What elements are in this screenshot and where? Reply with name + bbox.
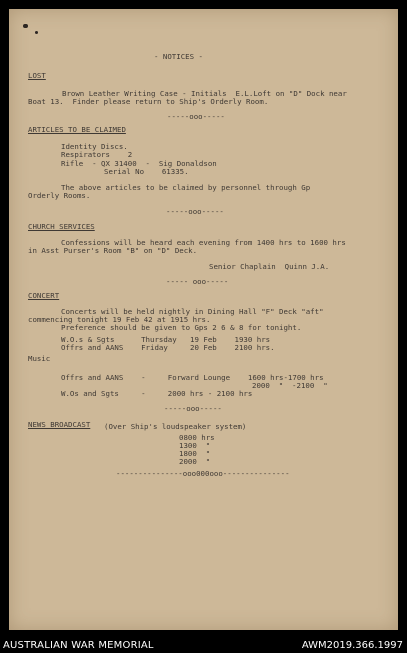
concert-line-1: Concerts will be held nightly in Dining Hall "F" Deck "aft" xyxy=(61,307,324,316)
music-row-1: Offrs and AANS - Forward Lounge 1600 hrs-1700 hrs xyxy=(61,373,324,382)
news-heading: NEWS BROADCAST xyxy=(28,420,91,429)
news-subtitle: (Over Ship's loudspeaker system) xyxy=(104,422,247,431)
separator: -----ooo----- xyxy=(166,207,224,216)
document-page xyxy=(9,9,398,630)
broadcast-time-3: 1800 " xyxy=(179,449,211,458)
separator: -----ooo----- xyxy=(164,404,222,413)
claimed-heading: ARTICLES TO BE CLAIMED xyxy=(28,125,126,134)
concert-heading: CONCERT xyxy=(28,291,60,300)
music-row-2: W.Os and Sgts - 2000 hrs - 2100 hrs xyxy=(61,389,253,398)
separator: ---------------ooo000ooo--------------- xyxy=(116,469,290,478)
church-line-2: in Asst Purser's Room "B" on "D" Deck. xyxy=(28,246,198,255)
claimed-line-5: The above articles to be claimed by personnel through Gp xyxy=(61,183,311,192)
claimed-line-1: Identity Discs. xyxy=(61,142,128,151)
music-heading: Music xyxy=(28,354,51,363)
concert-line-2: commencing tonight 19 Feb 42 at 1915 hrs. xyxy=(28,315,211,324)
concert-row-2: Offrs and AANS Friday 20 Feb 2100 hrs. xyxy=(61,343,275,352)
footer-accession-number: AWM2019.366.1997 xyxy=(301,640,403,651)
separator: ----- ooo----- xyxy=(166,277,229,286)
chaplain-signature: Senior Chaplain Quinn J.A. xyxy=(209,262,330,271)
notices-title: - NOTICES - xyxy=(154,52,203,61)
claimed-line-6: Orderly Rooms. xyxy=(28,191,91,200)
church-heading: CHURCH SERVICES xyxy=(28,222,95,231)
lost-line-1: Brown Leather Writing Case - Initials E.L.Loft on "D" Dock near xyxy=(62,89,347,98)
broadcast-time-2: 1300 " xyxy=(179,441,211,450)
music-row-1b: 2000 " -2100 " xyxy=(252,381,328,390)
concert-line-3: Preference should be given to Gps 2 6 & 8 for tonight. xyxy=(61,323,302,332)
claimed-line-4: Serial No 61335. xyxy=(104,167,189,176)
lost-line-2: Boat 13. Finder please return to Ship's Orderly Room. xyxy=(28,97,269,106)
ink-mark xyxy=(23,24,28,28)
concert-row-1: W.O.s & Sgts Thursday 19 Feb 1930 hrs xyxy=(61,335,271,344)
footer-institution: AUSTRALIAN WAR MEMORIAL xyxy=(3,640,154,651)
separator: -----ooo----- xyxy=(167,112,225,121)
church-line-1: Confessions will be heard each evening from 1400 hrs to 1600 hrs xyxy=(61,238,346,247)
ink-mark xyxy=(35,31,38,34)
broadcast-time-1: 0800 hrs xyxy=(179,433,215,442)
broadcast-time-4: 2000 " xyxy=(179,457,211,466)
lost-heading: LOST xyxy=(28,71,46,80)
claimed-line-3: Rifle - QX 31400 - Sig Donaldson xyxy=(61,159,217,168)
footer-bar xyxy=(0,630,407,653)
claimed-line-2: Respirators 2 xyxy=(61,150,133,159)
